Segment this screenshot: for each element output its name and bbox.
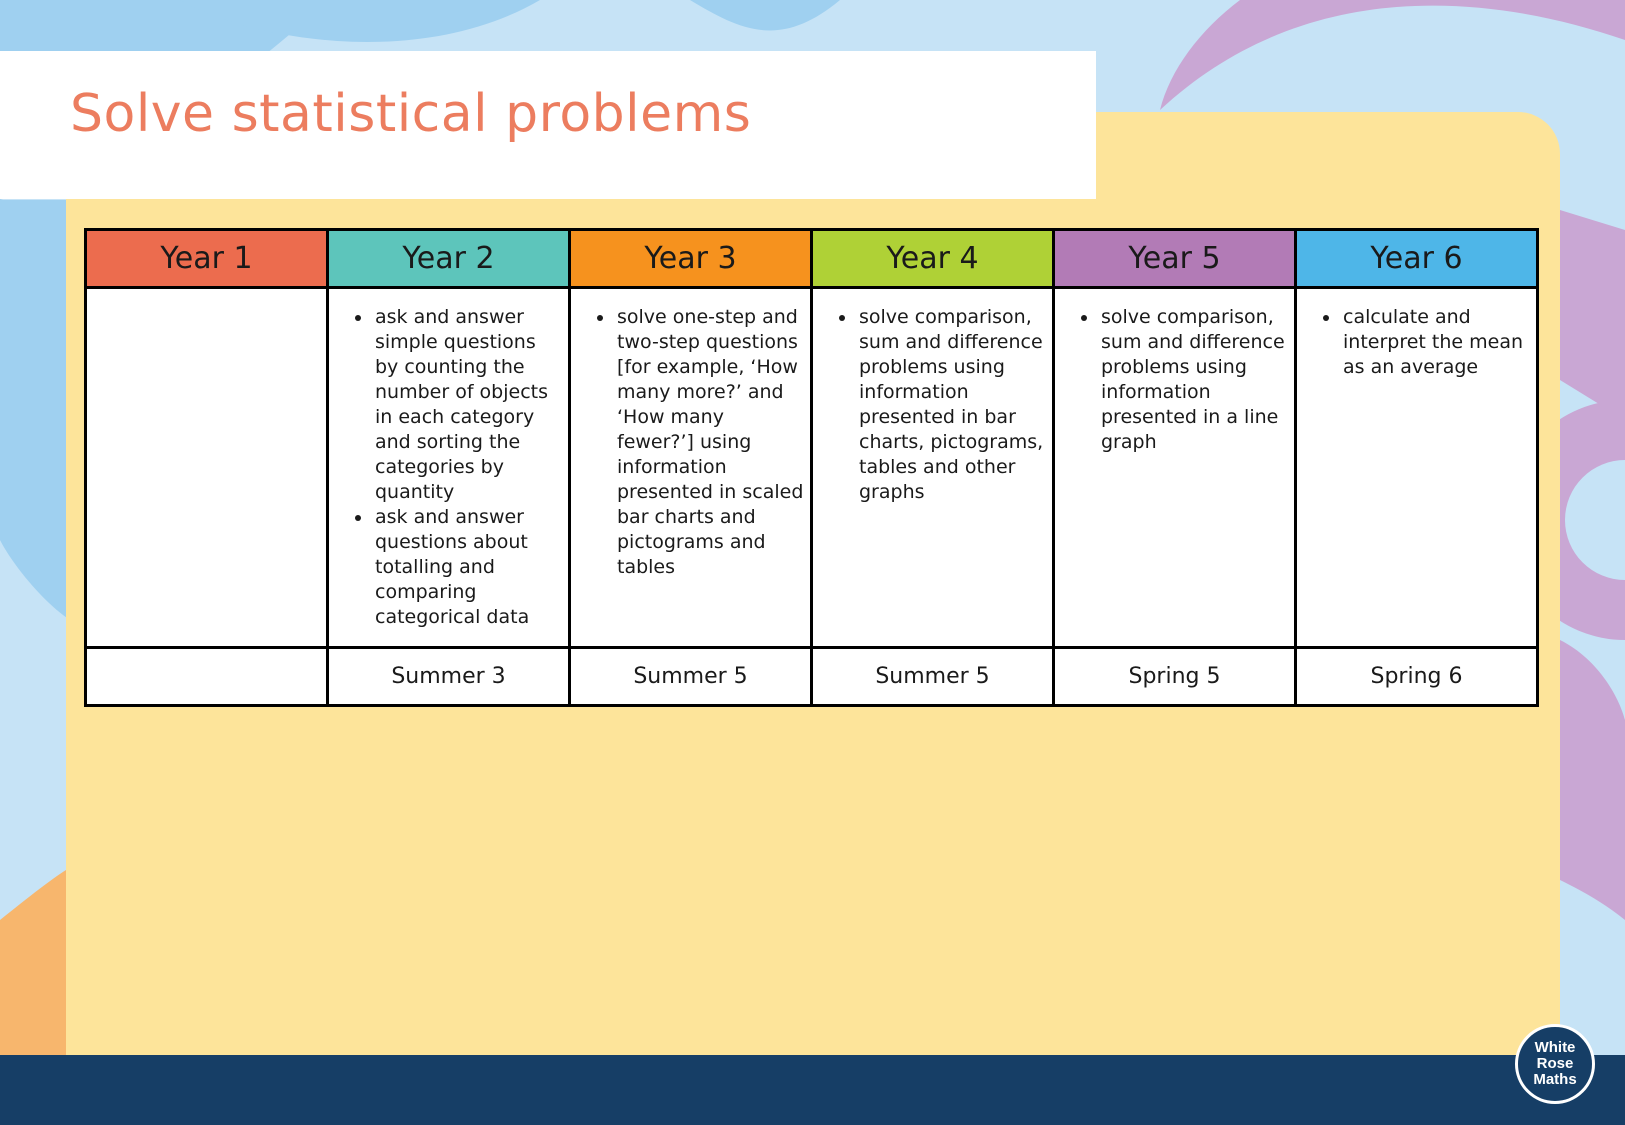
unit-year-3: Summer 5	[570, 648, 812, 706]
bullet-list	[1297, 289, 1536, 380]
content-year-4	[812, 288, 1054, 648]
bullet-list	[329, 289, 568, 630]
header-year-4: Year 4	[812, 230, 1054, 288]
header-year-6: Year 6	[1296, 230, 1538, 288]
header-year-1: Year 1	[86, 230, 328, 288]
bullet-item: • solve one-step and two-step questions [for example, ‘How many more?’ and ‘How many fewer?’] using information presented in scaled bar charts and pictograms and tables	[615, 305, 804, 580]
logo-text-rose: Rose	[1536, 1055, 1574, 1072]
bullet-item: • solve comparison, sum and difference problems using information presented in bar charts, pictograms, tables and other graphs	[857, 305, 1046, 505]
header-year-5: Year 5	[1054, 230, 1296, 288]
unit-year-5: Spring 5	[1054, 648, 1296, 706]
content-row	[86, 288, 1538, 648]
bullet-list	[87, 289, 326, 305]
header-year-3: Year 3	[570, 230, 812, 288]
header-row	[86, 230, 1538, 288]
content-year-5	[1054, 288, 1296, 648]
logo-text-white: White	[1534, 1039, 1576, 1056]
curriculum-table	[84, 228, 1539, 707]
unit-year-4: Summer 5	[812, 648, 1054, 706]
bullet-list	[571, 289, 810, 580]
header-year-2: Year 2	[328, 230, 570, 288]
footer-bar	[0, 1055, 1625, 1125]
content-year-2	[328, 288, 570, 648]
content-year-3	[570, 288, 812, 648]
bullet-item: • ask and answer simple questions by counting the number of objects in each category and sorting the categories by quantity	[373, 305, 562, 505]
content-year-1	[86, 288, 328, 648]
unit-year-1	[86, 648, 328, 706]
logo-text-maths: Maths	[1533, 1071, 1577, 1088]
page-title: Solve statistical problems	[70, 84, 752, 144]
unit-year-2: Summer 3	[328, 648, 570, 706]
unit-year-6: Spring 6	[1296, 648, 1538, 706]
bullet-item: • solve comparison, sum and difference problems using information presented in a line graph	[1099, 305, 1288, 455]
content-year-6	[1296, 288, 1538, 648]
white-rose-maths-logo	[1515, 1024, 1595, 1104]
bullet-list	[813, 289, 1052, 505]
bullet-item: • ask and answer questions about totalling and comparing categorical data	[373, 505, 562, 630]
bullet-item: • calculate and interpret the mean as an average	[1341, 305, 1530, 380]
bullet-list	[1055, 289, 1294, 455]
unit-row	[86, 648, 1538, 706]
